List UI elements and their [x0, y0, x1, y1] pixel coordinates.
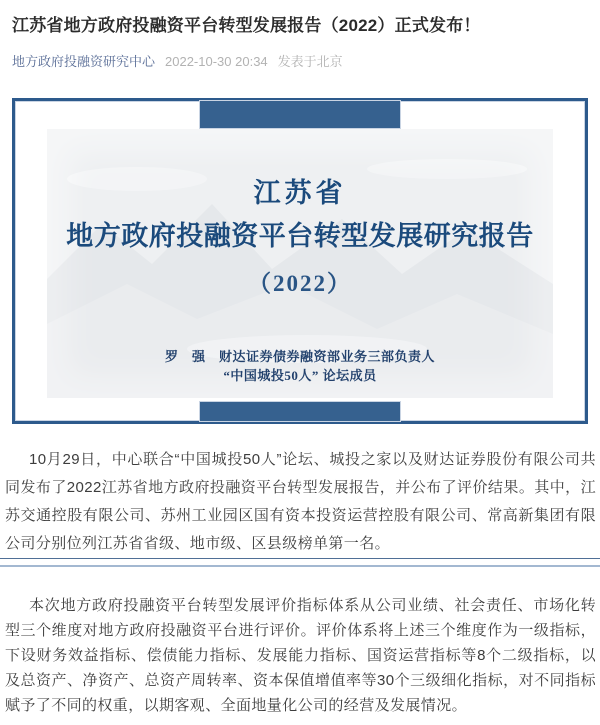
- banner-tab-top-decoration: [200, 101, 400, 128]
- divider-line-dark: [0, 558, 600, 559]
- cover-image[interactable]: [12, 98, 588, 424]
- body-paragraph-1: 10月29日，中心联合“中国城投50人”论坛、城投之家以及财达证券股份有限公司共同发布了2022江苏省地方政府投融资平台转型发展报告，并公布了评价结果。其中，江苏交通控股有限公司、苏州工业园区国有资本投资运营控股有限公司、常高新集团有限公司分别位列江苏省省级、地市级、区县级榜单第一名。: [5, 450, 596, 552]
- banner-year-line: （2022）: [248, 270, 352, 296]
- publish-time: 2022-10-30 20:34: [165, 53, 268, 69]
- publish-location: 发表于北京: [277, 53, 343, 69]
- banner-member-line: “中国城投50人” 论坛成员: [223, 367, 377, 383]
- banner-region-line: 江苏省: [253, 177, 347, 208]
- banner-author-line: 罗 强 财达证券债券融资部业务三部负责人: [164, 348, 435, 364]
- account-link[interactable]: 地方政府投融资研究中心: [12, 53, 156, 69]
- divider-line-light: [0, 565, 600, 567]
- body-paragraph-2: 本次地方政府投融资平台转型发展评价指标体系从公司业绩、社会责任、市场化转型三个维度对地方政府投融资平台进行评价。评价体系将上述三个维度作为一级指标，下设财务效益指标、偿债能力指标、发展能力指标、国资运营指标等8个二级指标，以及总资产、净资产、总资产周转率、资本保值增值率等30个三级细化指标，对不同指标赋予了不同的权重，以期客观、全面地量化公司的经营及发展情况。: [5, 596, 596, 714]
- byline: [12, 51, 588, 70]
- page-title: 江苏省地方政府投融资平台转型发展报告（2022）正式发布！: [12, 16, 481, 35]
- banner-report-title: 地方政府投融资平台转型发展研究报告: [66, 220, 534, 251]
- banner-tab-bottom-decoration: [200, 402, 400, 421]
